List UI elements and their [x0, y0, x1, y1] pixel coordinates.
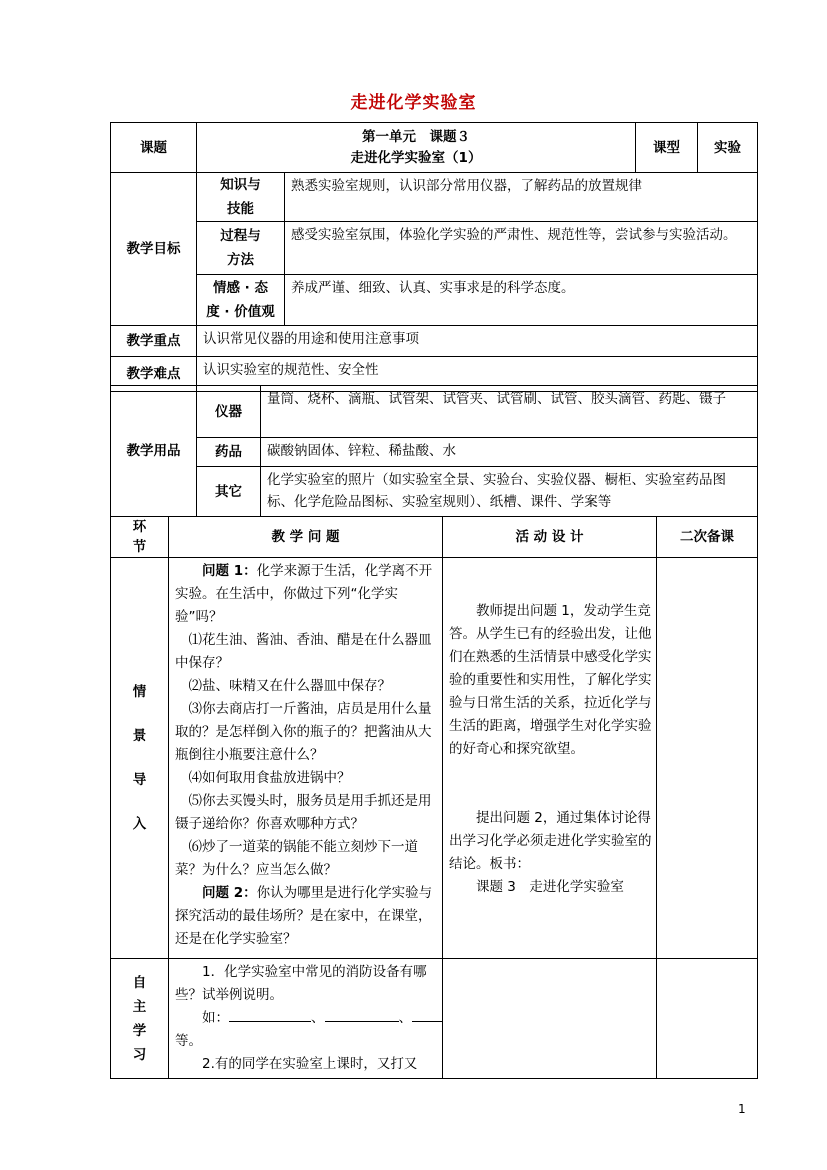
- goal-label-line: 过程与: [220, 228, 261, 244]
- goal-text-attitude: 养成严谨、细致、认真、实事求是的科学态度。: [285, 275, 758, 326]
- topic-line-1: 第一单元 课题３: [362, 128, 470, 145]
- goal-label-line: 情感 · 态: [212, 280, 269, 296]
- self-study-questions: [169, 959, 443, 1079]
- question-1-text: 化学来源于生活，化学离不开实验。在生活中，你做过下列“化学实验”吗？: [175, 563, 433, 625]
- goal-label-attitude: [197, 275, 285, 326]
- reagents-text: 碳酸钠固体、锌粒、稀盐酸、水: [261, 438, 758, 467]
- separator: 、: [311, 1010, 325, 1026]
- stage-header-line: 环: [132, 519, 147, 535]
- lesson-type-value: 实验: [698, 123, 758, 173]
- page-number: 1: [738, 1102, 746, 1116]
- activity-paragraph-1: 教师提出问题 1，发动学生竞答。从学生已有的经验出发，让他们在熟悉的生活情景中感受化学实验的重要性和实用性，了解化学实验与日常生活的关系，拉近化学与生活的距离，增强学生对化学实验的好奇心和探究欲望。: [449, 603, 652, 757]
- stage-char: 主: [132, 998, 147, 1015]
- question-item: ⑵盐、味精又在什么器皿中保存？: [188, 678, 391, 694]
- document-title: 走进化学实验室: [350, 93, 477, 113]
- stage-self-study: [111, 959, 169, 1079]
- intro-activities: [443, 558, 657, 959]
- lesson-info-table: [110, 122, 758, 392]
- revision-cell: [657, 558, 758, 959]
- answer-blank-3[interactable]: [412, 1007, 442, 1022]
- goal-text-process: 感受实验室氛围，体验化学实验的严肃性、规范性等，尝试参与实验活动。: [285, 222, 758, 275]
- goals-label: 教学目标: [111, 173, 197, 326]
- materials-label: 教学用品: [111, 386, 197, 517]
- goal-label-line: 方法: [227, 252, 254, 268]
- stage-header-line: 节: [132, 539, 147, 555]
- reagents-label: 药品: [197, 438, 261, 467]
- self-study-activity-cell: [443, 959, 657, 1079]
- self-study-revision-cell: [657, 959, 758, 1079]
- answer-blank-1[interactable]: [229, 1007, 311, 1022]
- others-label: 其它: [197, 467, 261, 517]
- difficulty-label: 教学难点: [111, 357, 197, 392]
- example-prefix: 如：: [202, 1010, 229, 1026]
- difficulty-text: 认识实验室的规范性、安全性: [197, 357, 758, 392]
- stage-char: 景: [132, 728, 147, 744]
- self-study-item-2: 2.有的同学在实验室上课时，又打又: [202, 1056, 418, 1072]
- question-item: ⑸你去买馒头时，服务员是用手抓还是用镊子递给你？你喜欢哪种方式？: [175, 793, 432, 832]
- question-item: ⑶你去商店打一斤酱油，店员是用什么量取的？是怎样倒入你的瓶子的？把酱油从大瓶倒往小瓶要注意什么？: [175, 701, 432, 763]
- question-2-text: 你认为哪里是进行化学实验与探究活动的最佳场所？是在家中，在课堂，还是在化学实验室？: [175, 885, 433, 947]
- activity-paragraph-3: 课题 3 走进化学实验室: [476, 879, 624, 895]
- stage-intro: [111, 558, 169, 959]
- key-point-text: 认识常见仪器的用途和使用注意事项: [197, 326, 758, 357]
- materials-table: [110, 385, 758, 517]
- key-point-label: 教学重点: [111, 326, 197, 357]
- question-item: ⑴花生油、酱油、香油、醋是在什么器皿中保存？: [175, 632, 432, 671]
- question-1-label: 问题 1：: [202, 563, 257, 579]
- activity-paragraph-2: 提出问题 2，通过集体讨论得出学习化学必须走进化学实验室的结论。板书：: [449, 810, 652, 872]
- stage-char: 入: [132, 816, 147, 832]
- stage-char: 情: [132, 684, 147, 700]
- question-item: ⑷如何取用食盐放进锅中？: [188, 770, 351, 786]
- intro-questions: [169, 558, 443, 959]
- goal-label-knowledge: [197, 173, 285, 222]
- goal-label-process: [197, 222, 285, 275]
- instruments-text: 量筒、烧杯、滴瓶、试管架、试管夹、试管刷、试管、胶头滴管、药匙、镊子: [261, 386, 758, 438]
- others-text: 化学实验室的照片（如实验室全景、实验台、实验仪器、橱柜、实验室药品图标、化学危险品图标、实验室规则）、纸槽、课件、学案等: [261, 467, 758, 517]
- goal-label-line: 知识与: [220, 177, 261, 193]
- instruments-label: 仪器: [197, 386, 261, 438]
- topic-line-2: 走进化学实验室（1）: [350, 149, 482, 166]
- lesson-type-label: 课型: [636, 123, 698, 173]
- self-study-item-1: 1．化学实验室中常见的消防设备有哪些？试举例说明。: [175, 964, 427, 1003]
- goal-text-knowledge: 熟悉实验室规则，认识部分常用仪器，了解药品的放置规律: [285, 173, 758, 222]
- process-table: [110, 516, 758, 1079]
- stage-char: 习: [132, 1046, 147, 1063]
- stage-char: 自: [132, 974, 147, 991]
- answer-blank-2[interactable]: [325, 1007, 399, 1022]
- revision-header: 二次备课: [657, 517, 758, 558]
- example-suffix: 等。: [175, 1033, 202, 1049]
- stage-header: [111, 517, 169, 558]
- separator: 、: [398, 1010, 412, 1026]
- stage-char: 学: [132, 1022, 147, 1039]
- question-2-label: 问题 2：: [202, 885, 257, 901]
- stage-char: 导: [132, 772, 147, 788]
- activity-header: 活 动 设 计: [443, 517, 657, 558]
- topic-label: 课题: [111, 123, 197, 173]
- question-header: 教 学 问 题: [169, 517, 443, 558]
- question-item: ⑹炒了一道菜的锅能不能立刻炒下一道菜？为什么？应当怎么做？: [175, 839, 418, 878]
- goal-label-line: 技能: [227, 201, 254, 217]
- topic-value: [197, 123, 636, 173]
- goal-label-line: 度 · 价值观: [206, 304, 275, 320]
- example-line: [175, 1007, 436, 1030]
